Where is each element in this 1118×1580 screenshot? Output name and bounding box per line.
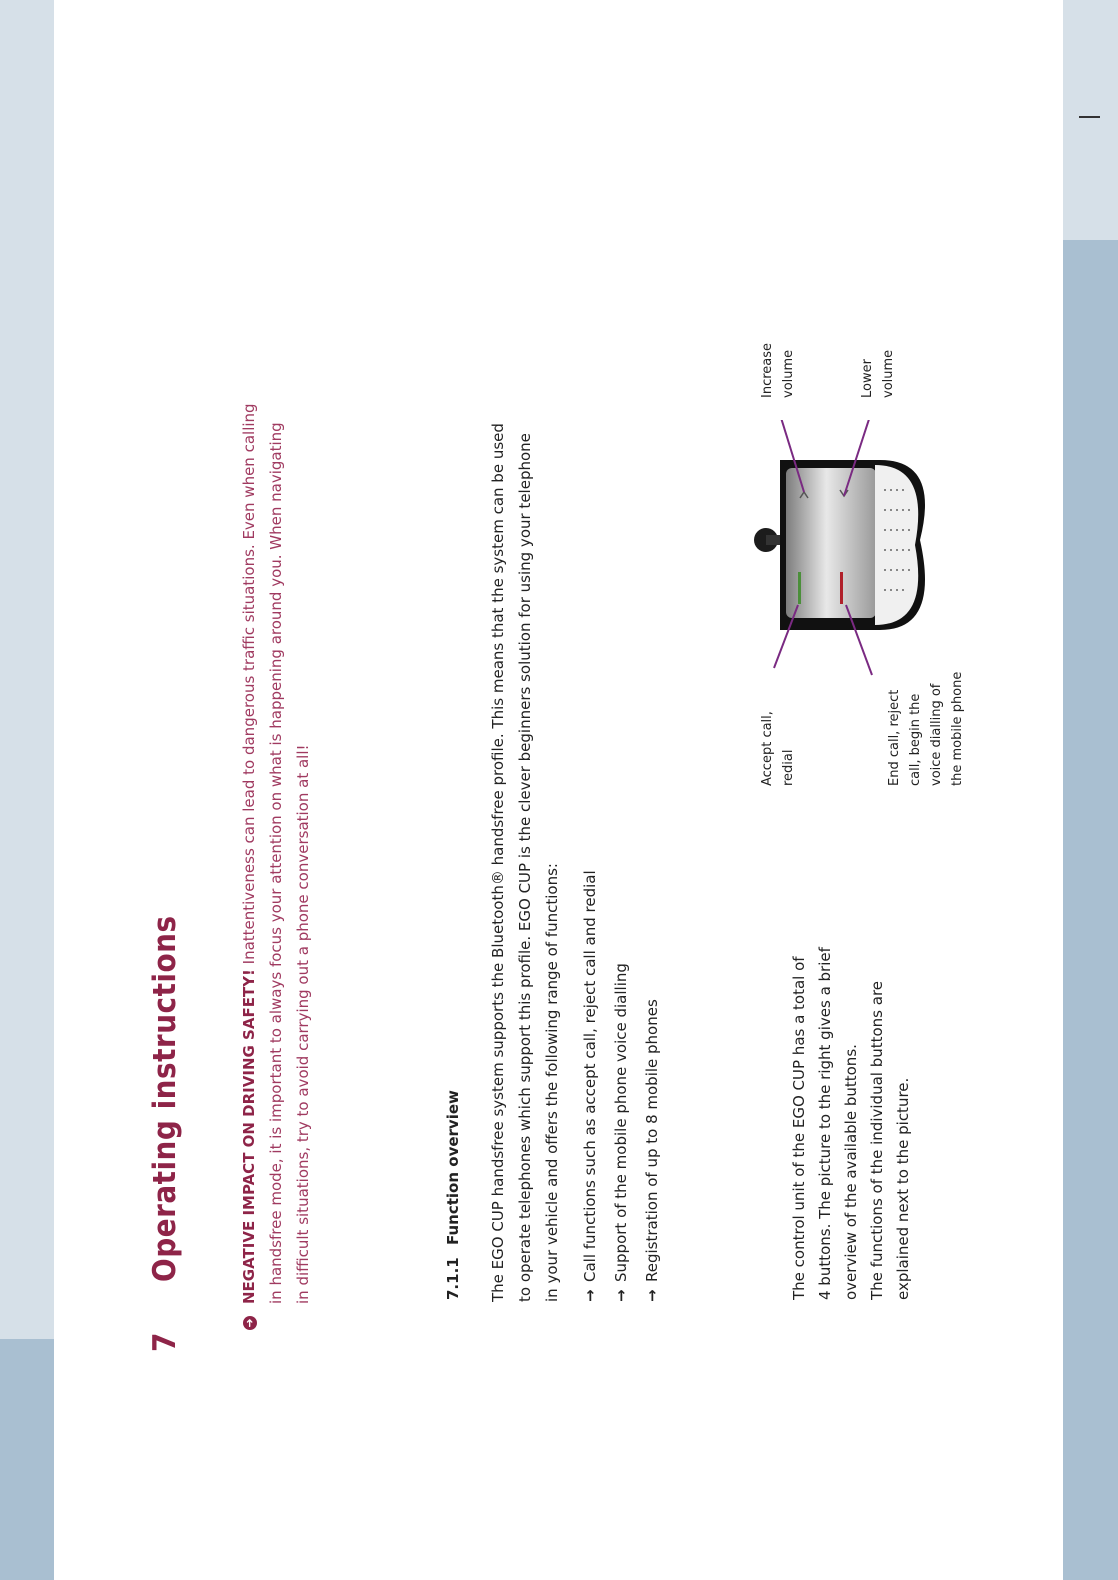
warning-line-3: in difficult situations, try to avoid carrying out a phone conversation at all! [294, 744, 312, 1304]
control-line-3: overview of the available buttons. [842, 1044, 860, 1300]
intro-paragraph [485, 242, 566, 1302]
label-end-call: End call, reject call, begin the voice dialling of the mobile phone [887, 671, 965, 786]
right-margin-band-tab [1063, 240, 1118, 1580]
control-unit-paragraph [786, 740, 916, 1300]
page-marker [1079, 116, 1100, 118]
speaker-grille [875, 465, 918, 625]
accept-call-button[interactable] [798, 572, 801, 604]
intro-line-2: to operate telephones which support this profile. EGO CUP is the clever beginners solution for using your telephone [516, 433, 534, 1302]
section-heading [444, 1090, 462, 1300]
function-list [575, 870, 668, 1302]
chapter-title: Operating instructions [147, 915, 183, 1282]
safety-warning [236, 320, 317, 1330]
arrow-right-icon: → [612, 1289, 630, 1302]
end-call-button[interactable] [840, 572, 843, 604]
chapter-number: 7 [147, 1332, 183, 1352]
section-number: 7.1.1 [444, 1257, 462, 1300]
control-line-5: explained next to the picture. [894, 1077, 912, 1300]
chapter-heading [147, 915, 183, 1352]
control-line-2: 4 buttons. The picture to the right gives a brief [816, 947, 834, 1300]
arrow-right-icon: → [581, 1289, 599, 1302]
label-lower-volume: Lower volume [860, 349, 896, 398]
control-line-1: The control unit of the EGO CUP has a total of [790, 956, 808, 1300]
warning-arrow-icon: ➜ [243, 1316, 257, 1330]
label-increase-volume: Increase volume [760, 342, 796, 398]
arrow-right-icon: → [643, 1289, 661, 1302]
warning-line-2: in handsfree mode, it is important to always focus your attention on what is happening around you. When navigating [267, 422, 285, 1304]
left-margin-band-tab [0, 1339, 54, 1580]
control-line-4: The functions of the individual buttons are [868, 980, 886, 1300]
label-accept-call: Accept call, redial [760, 711, 796, 786]
list-item: →Registration of up to 8 mobile phones [637, 870, 668, 1302]
section-title: Function overview [444, 1090, 462, 1245]
list-item: →Support of the mobile phone voice dialling [606, 870, 637, 1302]
intro-line-3: in your vehicle and offers the following range of functions: [543, 863, 561, 1302]
list-item: →Call functions such as accept call, reject call and redial [575, 870, 606, 1302]
left-margin-band [0, 0, 54, 1339]
control-unit-illustration [740, 420, 970, 680]
warning-line-1: Inattentiveness can lead to dangerous traffic situations. Even when calling [240, 403, 258, 970]
warning-heading: NEGATIVE IMPACT ON DRIVING SAFETY! [240, 969, 258, 1304]
right-margin-band [1063, 0, 1118, 240]
intro-line-1: The EGO CUP handsfree system supports the Bluetooth® handsfree profile. This means that the system can be used [489, 423, 507, 1302]
